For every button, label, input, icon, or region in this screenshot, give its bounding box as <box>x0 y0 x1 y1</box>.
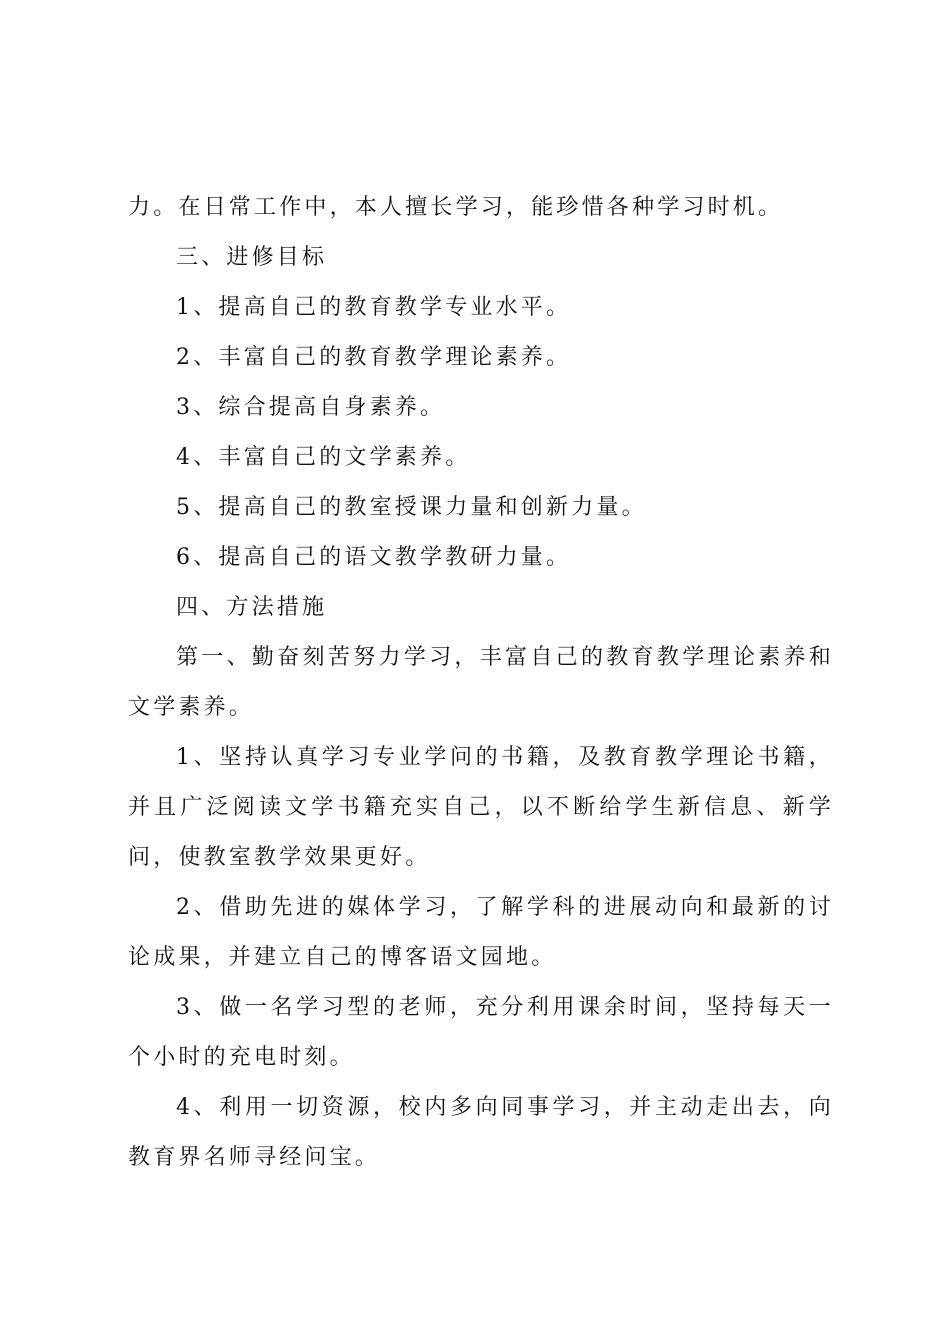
paragraph-first-measure: 第一、勤奋刻苦努力学习，丰富自己的教育教学理论素养和文学素养。 <box>128 645 834 720</box>
goal-item-3: 3、综合提高自身素养。 <box>176 395 446 420</box>
goal-item-6: 6、提高自己的语文教学教研力量。 <box>176 545 572 570</box>
section-heading-goals: 三、进修目标 <box>176 245 328 270</box>
section-heading-methods: 四、方法措施 <box>176 595 328 620</box>
method-item-4: 4、利用一切资源，校内多向同事学习，并主动走出去，向教育界名师寻经问宝。 <box>128 1095 834 1170</box>
goal-item-1: 1、提高自己的教育教学专业水平。 <box>176 295 572 320</box>
method-item-2: 2、借助先进的媒体学习，了解学科的进展动向和最新的讨论成果，并建立自己的博客语文园地。 <box>128 895 834 970</box>
document-body <box>128 183 834 1183</box>
goal-item-5: 5、提高自己的教室授课力量和创新力量。 <box>176 495 647 520</box>
method-item-1: 1、坚持认真学习专业学问的书籍，及教育教学理论书籍，并且广泛阅读文学书籍充实自己，以不断给学生新信息、新学问，使教室教学效果更好。 <box>128 745 834 870</box>
goal-item-2: 2、丰富自己的教育教学理论素养。 <box>176 345 572 370</box>
paragraph-continuation: 力。在日常工作中，本人擅长学习，能珍惜各种学习时机。 <box>128 195 784 220</box>
goal-item-4: 4、丰富自己的文学素养。 <box>176 445 471 470</box>
method-item-3: 3、做一名学习型的老师，充分利用课余时间，坚持每天一个小时的充电时刻。 <box>128 995 834 1070</box>
